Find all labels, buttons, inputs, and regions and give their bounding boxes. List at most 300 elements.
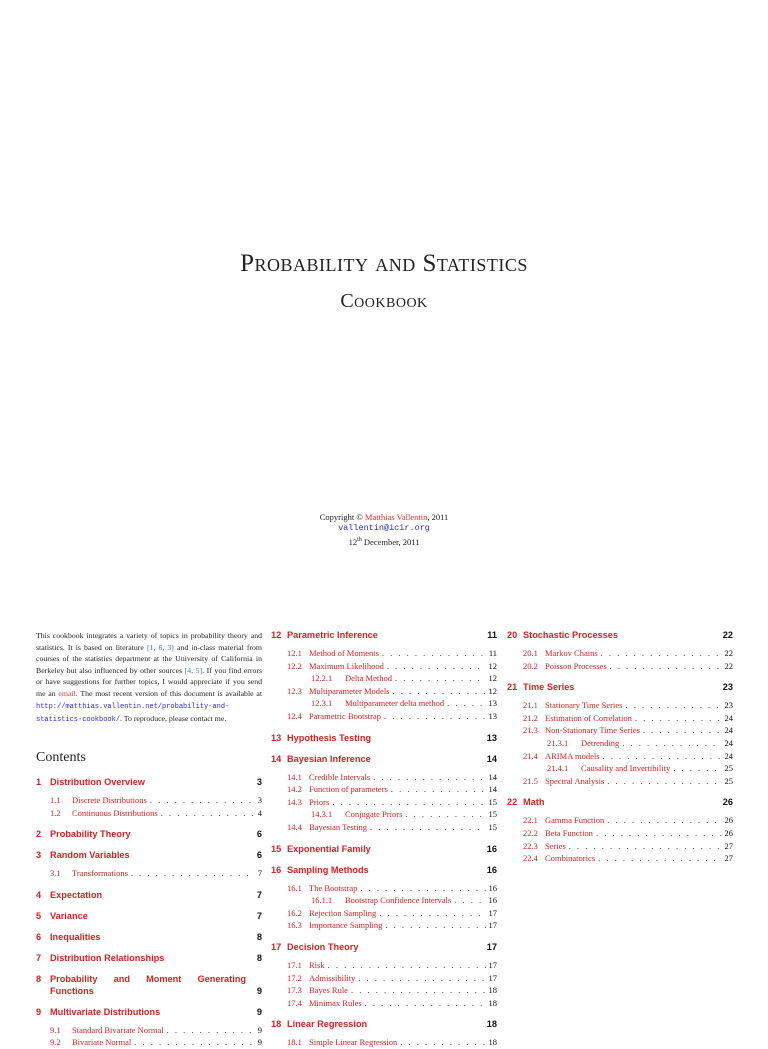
toc-subsection-number: 17.4 — [287, 997, 302, 1008]
toc-page-number: 11 — [487, 630, 497, 640]
toc-section-20[interactable] — [507, 629, 733, 641]
toc-subsection-label: Function of parameters — [309, 784, 388, 795]
toc-section-14[interactable] — [271, 753, 497, 765]
toc-leader-dots — [447, 697, 485, 710]
toc-page-number: 8 — [256, 952, 262, 963]
toc-page-number: 3 — [256, 777, 262, 787]
toc-subsection-number: 21.5 — [523, 775, 538, 786]
toc-section-label: Math — [523, 797, 545, 808]
toc-subsection-label: Non-Stationary Time Series — [545, 725, 640, 736]
toc-section-title — [36, 973, 246, 997]
toc-subsection-22.2[interactable] — [507, 827, 733, 840]
toc-leader-dots — [625, 699, 721, 712]
toc-subsection-number: 22.4 — [523, 853, 538, 864]
toc-subsection-number: 20.2 — [523, 660, 538, 671]
toc-leader-dots — [622, 737, 721, 750]
date-day: 12 — [348, 537, 358, 547]
toc-section-title — [507, 629, 618, 641]
toc-leader-dots — [328, 959, 486, 972]
toc-section-22[interactable] — [507, 796, 733, 808]
toc-subsection-label: Transformations — [72, 868, 128, 879]
toc-subsection-number: 17.1 — [287, 959, 302, 970]
author-email-link[interactable]: vallentin@icir.org — [338, 523, 430, 533]
toc-subsection-14.2[interactable] — [271, 783, 497, 796]
copyright-prefix: Copyright © — [319, 512, 365, 522]
toc-section-number: 12 — [271, 630, 282, 640]
toc-gap — [271, 723, 497, 732]
toc-subsection-14.4[interactable] — [271, 821, 497, 834]
toc-subsection-number: 12.2.1 — [311, 673, 333, 684]
toc-section-title — [36, 910, 88, 922]
author-link[interactable]: Matthias Vallentin — [364, 512, 428, 522]
toc-subsection-9.2[interactable] — [36, 1036, 262, 1049]
toc-section-9[interactable] — [36, 1006, 262, 1018]
toc-section-label: Linear Regression — [287, 1019, 368, 1030]
toc-page-number: 6 — [256, 850, 262, 861]
toc-subsection-17.3[interactable] — [271, 984, 497, 997]
intro-text-4: . The most recent version of this document is available at — [75, 688, 262, 698]
toc-page-number: 23 — [724, 700, 733, 711]
toc-subsection-label: Parametric Bootstrap — [309, 710, 381, 721]
toc-page-number: 9 — [257, 1037, 262, 1048]
toc-subsection-label: Minimax Rules — [309, 997, 362, 1008]
toc-page-number: 17 — [486, 941, 497, 952]
toc-leader-dots — [635, 712, 722, 725]
toc-section-label: Inequalities — [50, 931, 101, 942]
toc-page-number: 15 — [488, 809, 497, 820]
toc-page-number: 24 — [724, 750, 733, 761]
toc-gap — [36, 819, 262, 828]
toc-section-label: Exponential Family — [287, 843, 371, 854]
toc-subsection-number: 9.2 — [50, 1037, 61, 1048]
toc-subsection-label: Combinatorics — [545, 853, 596, 864]
toc-subsection-12.2[interactable] — [271, 660, 497, 673]
citation-link[interactable]: [4, 5] — [184, 665, 203, 675]
toc-section-title — [271, 1018, 367, 1030]
toc-subsection-label: Continuous Distributions — [72, 807, 158, 818]
toc-subsection-1.2[interactable] — [36, 807, 262, 820]
toc-page-number: 8 — [256, 931, 262, 942]
toc-subsection-14.3.1[interactable] — [271, 808, 497, 821]
toc-section-3[interactable] — [36, 849, 262, 861]
contents-heading: Contents — [36, 750, 86, 765]
toc-section-2[interactable] — [36, 828, 262, 840]
toc-subsection-number: 22.2 — [523, 827, 538, 838]
toc-leader-dots — [134, 1036, 255, 1049]
toc-section-number: 7 — [36, 952, 42, 963]
toc-page-number: 17 — [488, 920, 497, 931]
toc-section-title — [36, 776, 145, 788]
toc-subsection-21.1[interactable] — [507, 699, 733, 712]
toc-gap — [36, 922, 262, 931]
toc-section-number: 17 — [271, 941, 282, 952]
toc-page-number: 12 — [488, 660, 497, 671]
toc-leader-dots — [384, 710, 486, 723]
toc-page-number: 16 — [488, 895, 497, 906]
toc-subsection-21.4.1[interactable] — [507, 762, 733, 775]
toc-page-number: 24 — [724, 725, 733, 736]
toc-section-label: Sampling Methods — [287, 864, 369, 875]
toc-section-number: 2 — [36, 829, 42, 840]
toc-page-number: 13 — [488, 710, 497, 721]
toc-section-label: Distribution Relationships — [50, 952, 165, 963]
toc-section-1[interactable] — [36, 776, 262, 788]
toc-subsection-number: 21.2 — [523, 712, 538, 723]
toc-subsection-number: 14.4 — [287, 821, 302, 832]
toc-subsection-22.3[interactable] — [507, 840, 733, 853]
toc-subsection-number: 22.3 — [523, 840, 538, 851]
toc-leader-dots — [607, 814, 721, 827]
toc-page-number: 18 — [488, 1037, 497, 1048]
toc-page-number: 9 — [257, 1024, 262, 1035]
toc-section-label — [50, 973, 246, 997]
toc-subsection-22.4[interactable] — [507, 852, 733, 865]
toc-section-title — [271, 941, 358, 953]
toc-page-number: 3 — [257, 795, 262, 805]
toc-page-number: 27 — [724, 840, 733, 851]
toc-leader-dots — [607, 775, 721, 788]
toc-subsection-1.1[interactable] — [36, 794, 262, 807]
toc-section-18[interactable] — [271, 1018, 497, 1030]
toc-page-number: 9 — [256, 985, 262, 996]
intro-text-3: . If you find errors or have suggestions for further topics, I would appreciate if you send me an — [36, 665, 262, 698]
toc-page-number: 14 — [486, 753, 497, 764]
toc-section-4[interactable] — [36, 889, 262, 901]
toc-section-title — [36, 931, 101, 943]
toc-subsection-3.1[interactable] — [36, 867, 262, 880]
toc-subsection-number: 16.1 — [287, 882, 302, 893]
toc-gap — [507, 787, 733, 796]
toc-leader-dots — [391, 783, 486, 796]
toc-page-number: 25 — [724, 763, 733, 774]
toc-page-number: 7 — [257, 868, 262, 879]
toc-subsection-label: Estimation of Correlation — [545, 712, 632, 723]
toc-leader-dots — [358, 972, 485, 985]
document-subtitle: Cookbook — [340, 290, 428, 312]
toc-subsection-number: 21.4.1 — [547, 763, 569, 774]
toc-section-number: 5 — [36, 910, 42, 921]
toc-page-number: 27 — [724, 853, 733, 864]
copyright-year: , 2011 — [427, 512, 449, 522]
toc-page-number: 16 — [486, 843, 497, 854]
toc-section-6[interactable] — [36, 931, 262, 943]
toc-subsection-9.1[interactable] — [36, 1024, 262, 1037]
toc-subsection-number: 12.4 — [287, 710, 302, 721]
toc-subsection-number: 17.2 — [287, 972, 302, 983]
toc-page-number: 22 — [724, 660, 733, 671]
intro-text-5: . To reproduce, please contact me. — [120, 714, 227, 724]
toc-subsection-12.2.1[interactable] — [271, 672, 497, 685]
toc-leader-dots — [373, 771, 485, 784]
toc-page-number: 16 — [488, 882, 497, 893]
toc-subsection-16.2[interactable] — [271, 907, 497, 920]
toc-subsection-number: 12.3.1 — [311, 698, 333, 709]
toc-section-label: Probability Theory — [50, 829, 131, 840]
toc-page-number: 26 — [724, 815, 733, 826]
toc-page-number: 16 — [486, 864, 497, 875]
toc-subsection-label: Spectral Analysis — [545, 775, 605, 786]
date-suffix: th — [357, 537, 362, 544]
toc-subsection-14.3[interactable] — [271, 796, 497, 809]
toc-gap — [36, 997, 262, 1006]
toc-section-label: Time Series — [523, 682, 575, 693]
toc-section-title — [36, 952, 164, 964]
toc-gap — [271, 932, 497, 941]
toc-subsection-20.1[interactable] — [507, 647, 733, 660]
toc-page-number: 14 — [488, 784, 497, 795]
toc-page-number: 22 — [724, 648, 733, 658]
toc-section-title — [36, 889, 102, 901]
toc-gap — [36, 901, 262, 910]
toc-page-number: 4 — [257, 807, 262, 818]
toc-section-number: 13 — [271, 732, 282, 743]
toc-subsection-number: 16.2 — [287, 907, 302, 918]
toc-section-12[interactable] — [271, 629, 497, 641]
toc-subsection-21.3.1[interactable] — [507, 737, 733, 750]
toc-page-number: 6 — [256, 829, 262, 840]
toc-subsection-number: 22.1 — [523, 815, 538, 826]
toc-subsection-label: Multiparameter delta method — [345, 698, 445, 709]
toc-section-number: 22 — [507, 797, 518, 808]
toc-section-number: 15 — [271, 843, 282, 854]
toc-section-title — [507, 796, 544, 808]
toc-subsection-22.1[interactable] — [507, 814, 733, 827]
toc-section-16[interactable] — [271, 864, 497, 876]
toc-gap — [507, 672, 733, 681]
url-link[interactable]: http://matthias.vallentin.net/probability-and-statistics-cookbook/ — [36, 702, 230, 725]
toc-leader-dots — [351, 984, 486, 997]
toc-section-title — [271, 629, 378, 641]
toc-section-number: 20 — [507, 630, 518, 640]
toc-gap — [271, 855, 497, 864]
toc-section-17[interactable] — [271, 941, 497, 953]
toc-subsection-label: Poisson Processes — [545, 660, 607, 671]
toc-page-number: 18 — [488, 985, 497, 996]
toc-section-number: 21 — [507, 682, 518, 693]
toc-section-number: 6 — [36, 931, 42, 942]
toc-subsection-number: 12.3 — [287, 685, 302, 696]
toc-subsection-21.2[interactable] — [507, 712, 733, 725]
toc-page-number: 13 — [486, 732, 497, 743]
toc-subsection-number: 1.2 — [50, 807, 61, 818]
toc-page-number: 22 — [722, 630, 733, 640]
toc-section-13[interactable] — [271, 732, 497, 744]
toc-gap — [271, 834, 497, 843]
toc-section-title — [36, 1006, 160, 1018]
toc-subsection-12.4[interactable] — [271, 710, 497, 723]
toc-section-title — [271, 753, 371, 765]
toc-subsection-label: Admissibility — [309, 972, 356, 983]
toc-subsection-label: Series — [545, 840, 566, 851]
toc-page-number: 17 — [488, 972, 497, 983]
toc-subsection-number: 16.1.1 — [311, 895, 333, 906]
toc-subsection-14.1[interactable] — [271, 771, 497, 784]
toc-gap — [271, 744, 497, 753]
toc-section-label: Decision Theory — [287, 941, 359, 952]
toc-subsection-12.3[interactable] — [271, 685, 497, 698]
toc-section-title — [271, 732, 371, 744]
toc-section-21[interactable] — [507, 681, 733, 693]
toc-subsection-label: Bayesian Testing — [309, 821, 368, 832]
toc-subsection-label: Standard Bivariate Normal — [72, 1024, 164, 1035]
toc-subsection-label: Bayes Rule — [309, 985, 348, 996]
toc-subsection-18.1[interactable] — [271, 1036, 497, 1049]
toc-subsection-number: 12.1 — [287, 648, 302, 658]
toc-gap — [36, 943, 262, 952]
toc-subsection-number: 21.3 — [523, 725, 538, 736]
toc-leader-dots — [161, 807, 255, 820]
toc-page-number: 24 — [724, 737, 733, 748]
toc-leader-dots — [131, 867, 255, 880]
toc-page-number: 14 — [488, 771, 497, 782]
toc-section-label: Distribution Overview — [50, 777, 145, 787]
toc-subsection-17.4[interactable] — [271, 997, 497, 1010]
toc-section-5[interactable] — [36, 910, 262, 922]
toc-leader-dots — [360, 882, 485, 895]
toc-subsection-label: Stationary Time Series — [545, 700, 623, 711]
email-link[interactable]: email — [58, 688, 76, 698]
toc-page-number: 26 — [724, 827, 733, 838]
toc-subsection-number: 21.4 — [523, 750, 538, 761]
toc-subsection-label: Importance Sampling — [309, 920, 383, 931]
toc-subsection-number: 12.2 — [287, 660, 302, 671]
toc-leader-dots — [673, 762, 721, 775]
toc-subsection-label: Risk — [309, 959, 325, 970]
toc-section-label-line: Probability and Moment Generating — [50, 973, 246, 984]
toc-subsection-label: Rejection Sampling — [309, 907, 377, 918]
toc-subsection-17.2[interactable] — [271, 972, 497, 985]
toc-subsection-number: 1.1 — [50, 795, 61, 805]
toc-page-number: 9 — [256, 1006, 262, 1017]
toc-section-number: 3 — [36, 850, 42, 861]
toc-leader-dots — [150, 794, 255, 807]
toc-subsection-label: Causality and Invertibility — [581, 763, 671, 774]
toc-subsection-label: Bivariate Normal — [72, 1037, 132, 1048]
toc-subsection-label: Credible Intervals — [309, 771, 371, 782]
copyright-block — [0, 512, 768, 533]
toc-page-number: 17 — [488, 959, 497, 970]
toc-page-number: 25 — [724, 775, 733, 786]
toc-subsection-21.3[interactable] — [507, 724, 733, 737]
toc-section-title — [507, 681, 574, 693]
toc-page-number: 17 — [488, 907, 497, 918]
toc-leader-dots — [365, 997, 486, 1010]
toc-gap — [36, 840, 262, 849]
toc-page-number: 15 — [488, 796, 497, 807]
toc-subsection-label: Detrending — [581, 737, 620, 748]
toc-page-number: 24 — [724, 712, 733, 723]
toc-subsection-16.1.1[interactable] — [271, 894, 497, 907]
toc-page-number: 12 — [488, 673, 497, 684]
toc-leader-dots — [370, 821, 485, 834]
toc-page-number: 23 — [722, 682, 733, 693]
intro-text-1: This cookbook integrates a variety of topics in probability theory and statistics. It is based on literature — [36, 631, 262, 652]
toc-leader-dots — [596, 827, 722, 840]
toc-subsection-label: Beta Function — [545, 827, 593, 838]
toc-subsection-12.3.1[interactable] — [271, 697, 497, 710]
toc-subsection-number: 21.3.1 — [547, 737, 569, 748]
toc-leader-dots — [643, 724, 722, 737]
toc-subsection-label: Maximum Likelihood — [309, 660, 384, 671]
citation-link[interactable]: [1, 6, 3] — [146, 642, 174, 652]
toc-subsection-20.2[interactable] — [507, 660, 733, 673]
toc-section-8[interactable] — [36, 973, 262, 997]
toc-section-label: Random Variables — [50, 850, 130, 861]
toc-subsection-label: Delta Method — [345, 673, 392, 684]
toc-subsection-17.1[interactable] — [271, 959, 497, 972]
toc-page-number: 12 — [488, 685, 497, 696]
toc-subsection-label: ARIMA models — [545, 750, 600, 761]
toc-section-label-line: Functions — [50, 985, 94, 996]
toc-section-7[interactable] — [36, 952, 262, 964]
toc-subsection-number: 17.3 — [287, 985, 302, 996]
toc-subsection-label: Markov Chains — [545, 648, 598, 658]
toc-section-title — [271, 843, 371, 855]
toc-page-number: 7 — [256, 889, 262, 900]
toc-subsection-number: 20.1 — [523, 648, 538, 658]
toc-subsection-number: 14.3 — [287, 796, 302, 807]
toc-page-number: 11 — [488, 648, 497, 658]
toc-gap — [271, 1009, 497, 1018]
toc-leader-dots — [393, 685, 486, 698]
toc-leader-dots — [454, 894, 485, 907]
intro-text-2: and in-class material from courses of the statistics department at the University of California in Berkeley but also influenced by other sources — [36, 642, 263, 675]
toc-page-number: 26 — [722, 797, 733, 808]
toc-subsection-number: 14.1 — [287, 771, 302, 782]
toc-leader-dots — [332, 796, 485, 809]
toc-section-label: Variance — [50, 910, 88, 921]
toc-section-title — [36, 828, 131, 840]
toc-subsection-number: 9.1 — [50, 1024, 61, 1035]
toc-section-label: Hypothesis Testing — [287, 732, 372, 743]
toc-section-title — [36, 849, 130, 861]
toc-subsection-number: 18.1 — [287, 1037, 302, 1048]
toc-subsection-21.4[interactable] — [507, 750, 733, 763]
toc-leader-dots — [167, 1024, 255, 1037]
toc-leader-dots — [385, 919, 485, 932]
toc-section-label: Bayesian Inference — [287, 753, 371, 764]
toc-subsection-label: Conjugate Priors — [345, 809, 403, 820]
toc-leader-dots — [601, 647, 722, 660]
toc-leader-dots — [569, 840, 722, 853]
toc-page-number: 13 — [488, 698, 497, 709]
toc-leader-dots — [610, 660, 722, 673]
toc-leader-dots — [400, 1036, 485, 1049]
toc-section-number: 1 — [36, 777, 42, 787]
toc-section-15[interactable] — [271, 843, 497, 855]
toc-page-number: 7 — [256, 910, 262, 921]
document-date — [0, 537, 768, 547]
toc-leader-dots — [405, 808, 485, 821]
toc-leader-dots — [379, 907, 485, 920]
toc-subsection-16.1[interactable] — [271, 882, 497, 895]
toc-subsection-12.1[interactable] — [271, 647, 497, 660]
toc-subsection-21.5[interactable] — [507, 775, 733, 788]
toc-section-title — [271, 864, 369, 876]
toc-section-number: 4 — [36, 889, 42, 900]
toc-subsection-16.3[interactable] — [271, 919, 497, 932]
toc-subsection-label: Priors — [309, 796, 330, 807]
toc-leader-dots — [382, 647, 486, 660]
toc-subsection-number: 16.3 — [287, 920, 302, 931]
toc-page-number: 18 — [486, 1019, 497, 1030]
toc-leader-dots — [603, 750, 722, 763]
toc-column-1 — [36, 776, 262, 1049]
toc-section-label: Stochastic Processes — [523, 630, 618, 640]
toc-section-number: 8 — [36, 973, 42, 984]
toc-column-3 — [507, 629, 733, 865]
toc-section-number: 14 — [271, 753, 282, 764]
